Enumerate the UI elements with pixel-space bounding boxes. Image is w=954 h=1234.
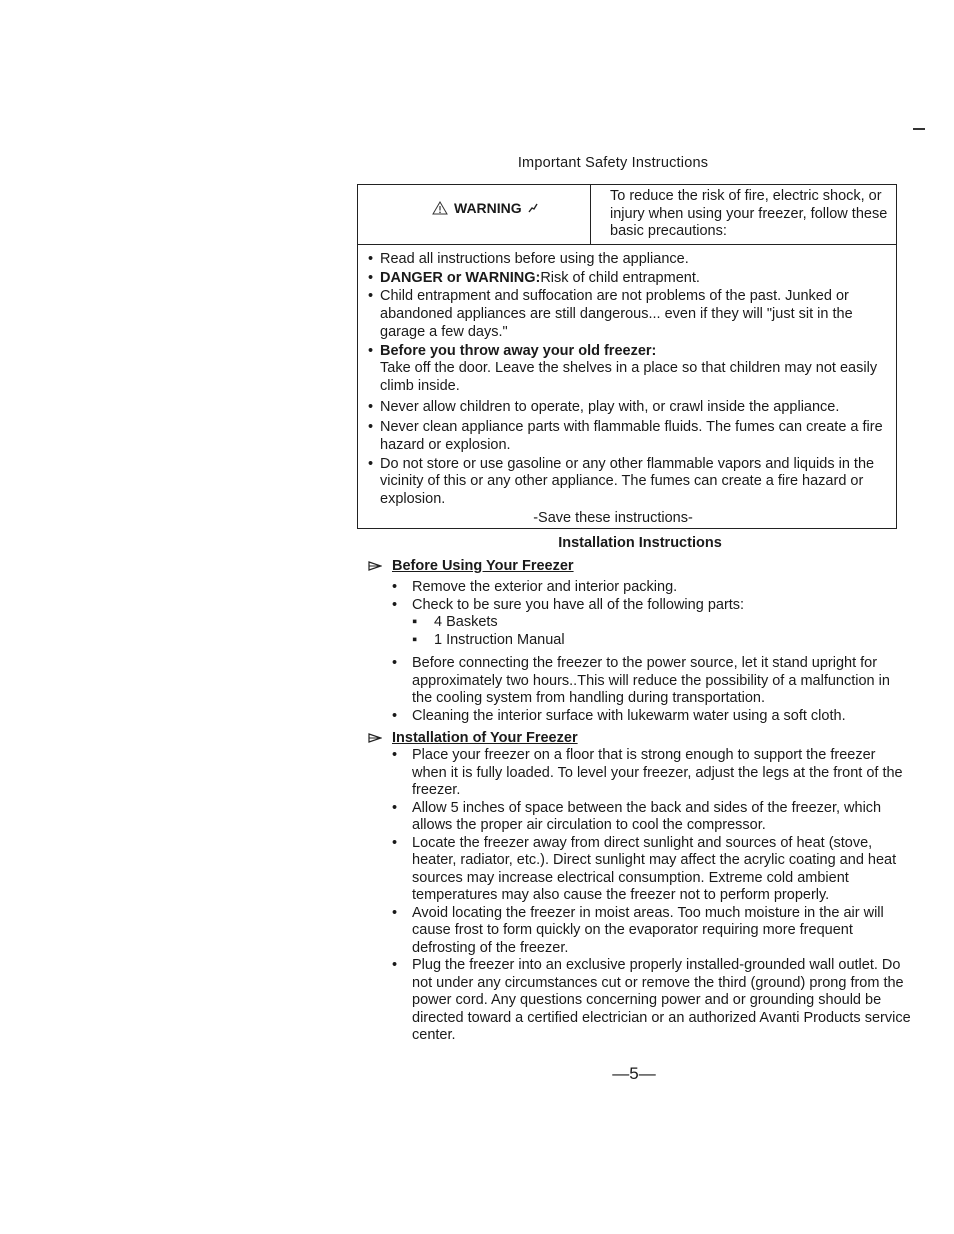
safety-list	[368, 251, 890, 510]
before-using-list	[392, 579, 912, 725]
list-item: • Allow 5 inches of space between the back and sides of the freezer, which allows the proper air circulation to cool the compressor.	[392, 799, 882, 833]
installation-list	[392, 747, 912, 1045]
list-item: • Read all instructions before using the appliance.	[368, 251, 689, 267]
list-item: • Cleaning the interior surface with lukewarm water using a soft cloth.	[392, 707, 846, 724]
list-item: • Before connecting the freezer to the power source, let it stand upright for approximately two hours..This will reduce the possibility of a malfunction in the cooling system from handling during transportation.	[392, 655, 890, 706]
parts-item: ▪ 4 Baskets	[412, 614, 498, 630]
page-title: Important Safety Instructions	[517, 155, 709, 171]
list-item: • Never clean appliance parts with flammable fluids. The fumes can create a fire hazard or explosion.	[368, 419, 883, 454]
save-instructions: -Save these instructions-	[533, 510, 693, 526]
parts-item: ▪ 1 Instruction Manual	[412, 631, 565, 648]
margin-dash	[913, 128, 925, 130]
warning-description: To reduce the risk of fire, electric shock, or injury when using your freezer, follow these basic precautions:	[610, 188, 888, 239]
warning-triangle-icon	[432, 201, 448, 215]
lightning-icon	[528, 203, 538, 213]
list-item: • Avoid locating the freezer in moist areas. Too much moisture in the air will cause frost to form quickly on the evaporator requiring more frequent defrosting of the freezer.	[392, 904, 884, 956]
list-item: • Check to be sure you have all of the following parts:	[392, 596, 745, 613]
box-divider	[358, 244, 897, 245]
list-item: • Plug the freezer into an exclusive properly installed-grounded wall outlet. Do not under any circumstances cut or remove the third (ground) prong from the power cord. Any questions concerning power and or grounding should be directed toward a certified electrician or an authorized Avanti Products service center.	[392, 957, 911, 1043]
installation-title: Installation Instructions	[558, 535, 722, 551]
list-item: • Child entrapment and suffocation are not problems of the past. Junked or abandoned appliances are still dangerous... even if they will "just sit in the garage a few days."	[368, 288, 853, 340]
arrow-icon	[368, 733, 382, 743]
list-item: • Before you throw away your old freezer: Take off the door. Leave the shelves in a place so that children may not easily climb inside.	[368, 342, 878, 394]
page-number: —5—	[612, 1064, 656, 1083]
list-item: • Locate the freezer away from direct sunlight and sources of heat (stove, heater, radiator, etc.). Direct sunlight may affect the acrylic coating and heat sources may increase electrical consumption. Extreme cold ambient temperatures may also cause the freezer not to perform properly.	[392, 834, 897, 903]
list-item: • Do not store or use gasoline or any other flammable vapors and liquids in the vicinity of this or any other appliance. The fumes can create a fire hazard or explosion.	[368, 455, 875, 508]
list-item: • Place your freezer on a floor that is strong enough to support the freezer when it is fully loaded. To level your freezer, adjust the legs at the front of the freezer.	[392, 747, 903, 798]
section-heading-before-using: Before Using Your Freezer	[368, 558, 574, 574]
list-item: • Remove the exterior and interior packing.	[392, 579, 678, 595]
list-item: • Never allow children to operate, play with, or crawl inside the appliance.	[368, 398, 840, 415]
arrow-icon	[368, 561, 382, 571]
list-item: • DANGER or WARNING:Risk of child entrapment.	[368, 269, 700, 286]
warning-label	[432, 200, 538, 216]
box-vertical-divider	[590, 185, 591, 244]
section-heading-installation: Installation of Your Freezer	[368, 730, 578, 746]
warning-text: WARNING	[454, 200, 522, 216]
